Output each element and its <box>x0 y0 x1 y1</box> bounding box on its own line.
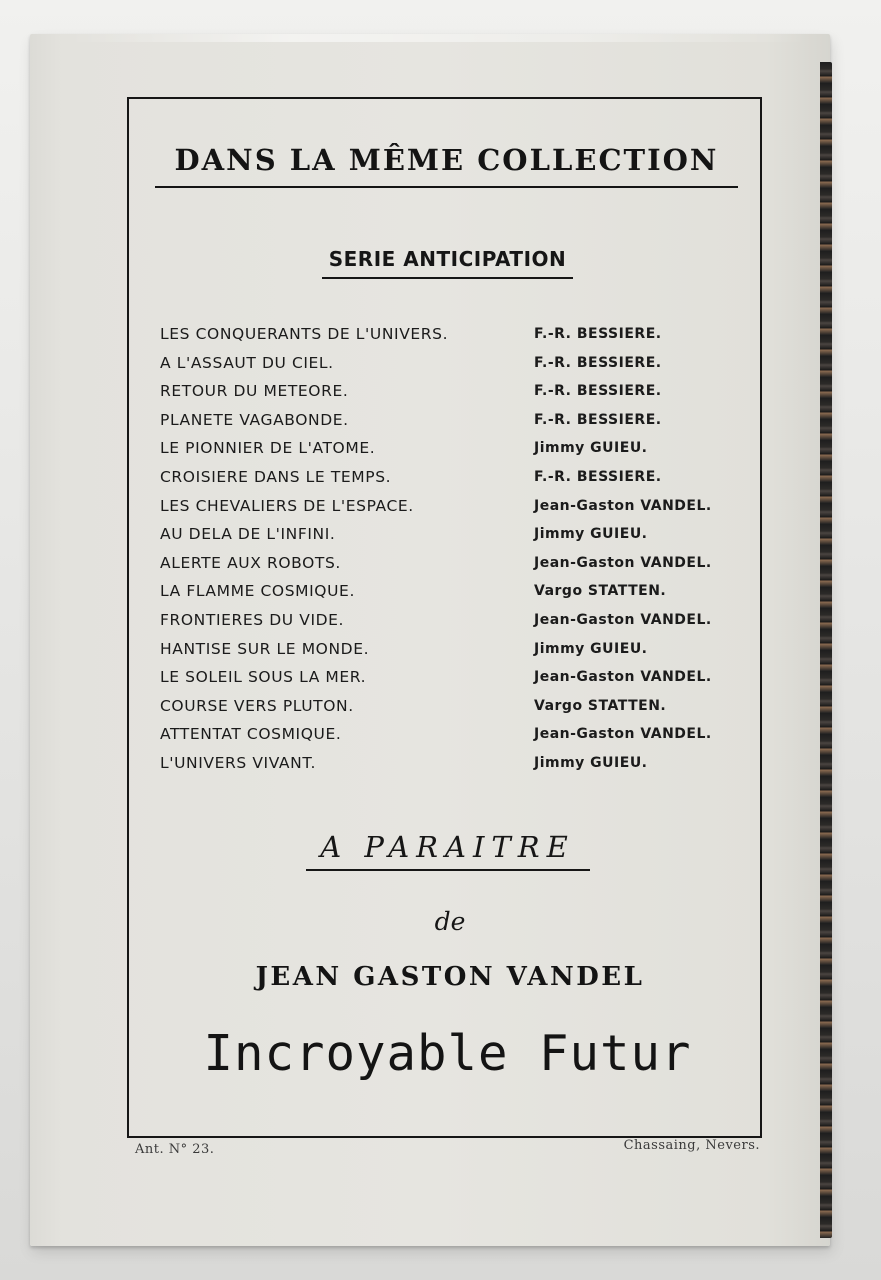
list-item <box>160 407 750 436</box>
list-item <box>160 464 750 493</box>
book-title: LE PIONNIER DE L'ATOME. <box>160 439 376 458</box>
book-author: Jean-Gaston VANDEL. <box>534 726 712 743</box>
book-author: Jean-Gaston VANDEL. <box>534 497 712 514</box>
list-item <box>160 378 750 407</box>
book-title: HANTISE SUR LE MONDE. <box>160 639 370 658</box>
list-item <box>160 521 750 550</box>
upcoming-underline <box>306 869 590 871</box>
book-author: F.-R. BESSIERE. <box>534 411 662 428</box>
book-title: LES CONQUERANTS DE L'UNIVERS. <box>160 325 449 343</box>
upcoming-title: Incroyable Futur <box>203 1025 692 1082</box>
list-item <box>160 721 750 750</box>
book-author: Jimmy GUIEU. <box>534 640 648 657</box>
book-author: Jean-Gaston VANDEL. <box>534 554 712 571</box>
upcoming-author: JEAN GASTON VANDEL <box>255 962 645 992</box>
list-item <box>160 435 750 464</box>
book-author: Jean-Gaston VANDEL. <box>534 611 712 628</box>
book-author: Jimmy GUIEU. <box>534 440 648 457</box>
book-title: AU DELA DE L'INFINI. <box>160 525 336 544</box>
book-list <box>160 321 750 779</box>
book-title: PLANETE VAGABONDE. <box>160 410 349 429</box>
list-item <box>160 693 750 722</box>
list-item <box>160 664 750 693</box>
book-title: ALERTE AUX ROBOTS. <box>160 553 341 572</box>
book-title: LE SOLEIL SOUS LA MER. <box>160 668 367 687</box>
book-title: COURSE VERS PLUTON. <box>160 696 354 715</box>
list-item <box>160 493 750 522</box>
book-author: F.-R. BESSIERE. <box>534 468 662 485</box>
cover-wear <box>70 34 810 42</box>
upcoming-heading: A PARAITRE <box>320 830 575 864</box>
book-author: F.-R. BESSIERE. <box>534 326 662 342</box>
book-title: L'UNIVERS VIVANT. <box>160 753 317 772</box>
by-word: de <box>434 907 466 936</box>
book-title: RETOUR DU METEORE. <box>160 382 349 401</box>
printer-credit: Chassaing, Nevers. <box>623 1138 760 1153</box>
book-title: A L'ASSAUT DU CIEL. <box>160 353 334 372</box>
issue-number: Ant. N° 23. <box>135 1142 215 1157</box>
list-item <box>160 321 750 350</box>
book-author: F.-R. BESSIERE. <box>534 354 662 371</box>
list-item <box>160 550 750 579</box>
book-author: Jimmy GUIEU. <box>534 754 648 771</box>
book-author: Vargo STATTEN. <box>534 697 667 714</box>
book-author: Jimmy GUIEU. <box>534 526 648 543</box>
list-item <box>160 607 750 636</box>
book-title: FRONTIERES DU VIDE. <box>160 610 345 629</box>
book-author: F.-R. BESSIERE. <box>534 383 662 400</box>
book-title: CROISIERE DANS LE TEMPS. <box>160 467 392 486</box>
list-item <box>160 350 750 379</box>
list-item <box>160 636 750 665</box>
book-title: LES CHEVALIERS DE L'ESPACE. <box>160 496 414 515</box>
list-item <box>160 750 750 779</box>
book-title: ATTENTAT COSMIQUE. <box>160 725 342 744</box>
book-author: Vargo STATTEN. <box>534 583 667 600</box>
collection-heading: DANS LA MÊME COLLECTION <box>174 143 719 177</box>
book-author: Jean-Gaston VANDEL. <box>534 669 712 686</box>
book-spine-edge <box>820 62 832 1238</box>
book-title: LA FLAMME COSMIQUE. <box>160 582 355 601</box>
series-underline <box>322 277 573 279</box>
heading-underline <box>155 186 738 188</box>
series-heading: SERIE ANTICIPATION <box>328 247 567 271</box>
list-item <box>160 578 750 607</box>
